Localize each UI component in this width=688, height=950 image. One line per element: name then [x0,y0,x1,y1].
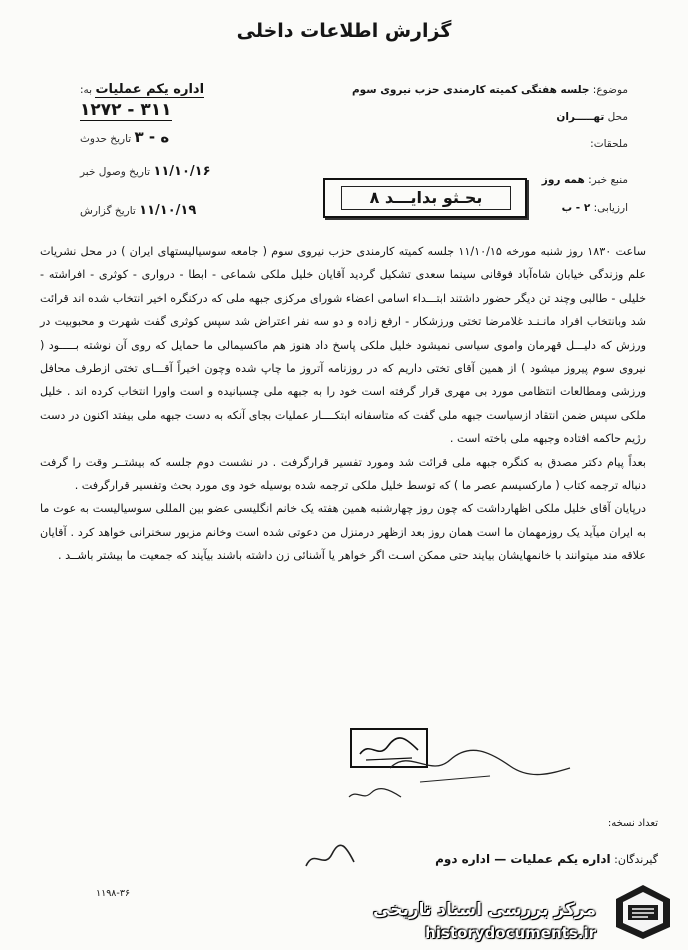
report-date-field [80,203,196,218]
evaluation-field: ارزیابی: ۲ - ب [561,202,628,214]
report-label: تاریخ گزارش [80,205,136,217]
number-value: ۳۱۱ - ۱۲۷۲ [80,100,172,120]
evaluation-value: ۲ - ب [561,202,591,214]
body-paragraph-2: بعداً پیام دکتر مصدق به کنگره جبهه ملی قرائت شد ومورد تفسیر قرارگرفت . در نشست دوم جلسه که بیشتــر وقت را گرفت دنباله ترجمه کتاب ( مارکسیسم عصر ما ) که توسط خلیل ملکی ترجمه شده بوسیله خود وی مورد بحث وتفسیر قرارگرفت . [40,455,646,493]
location-value: تهـــــران [556,111,605,123]
subject-label: موضوع [596,84,628,96]
copies-field: تعداد نسخه: [607,818,658,829]
subject-field: موضوع: جلسه هفتگی کمیته کارمندی حزب نیروی سوم [351,84,628,96]
handwritten-signature-icon [380,738,580,788]
source-field: منبع خبر: همه روز [541,174,628,186]
attachments-field: ملحقات: [590,138,628,150]
classification-stamp [323,178,527,218]
document-number: ۱۱۹۸-۳۶ [96,888,131,899]
stamp-text: بحـثو بدایـــد ۸ [341,186,511,210]
to-value: اداره یکم عملیات [95,82,205,97]
source-label: منبع خبر [591,174,628,186]
recipients-field: گیرندگان: اداره یکم عملیات — اداره دوم [435,852,658,866]
to-label: به [83,84,93,96]
body-paragraph-1: ساعت ۱۸۳۰ روز شنبه مورخه ۱۱/۱۰/۱۵ جلسه کمیته کارمندی حزب نیروی سوم ( جامعه سوسیالیستهای ایران ) در محل نشریات علم وزندگی خیابان شاه‌آباد فوقانی سینما سعدی تشکیل گردید آقایان خلیل ملکی شماعی - ابطا - درواری - کوثری - افراشته - خلیلی - طالبی وچند تن دیگر حضور داشتند ابتـــداء اسامی اعضاء شورای مرکزی جبهه ملی که درکنگره اخیر انتخاب شده اند قرائت شد وبانتخاب افراد مانـنـد غلامرضا تختی ورزشکار - ارفع زاده و دو سه نفر اعتراض شد سپس کوثری گفت شهرت و محبوبیت در ورزش که دلیـــل قهرمان واموی سیاسی نمیشود خلیل ملکی پاسخ داد هنوز هم ماکسیمالی ما حمایل که روی آن نوشته بـــــود ( نیروی سوم پیروز میشود ) از همین آقای تختی داریم که در روزنامه آتروز ما چاپ شده وچون اخیراً آقـــای تختی ازطرف محافل ورزشی ومطالعات انتظامی مورد بی مهری قرار گرفته است خود را به جبهه ملی چسبانیده و است واورا انتخاب کرده اند . خلیل ملکی سپس ضمن انتقاد ازسیاست جبهه ملی گفت که متاسفانه ابتکــــار عملیات بجای آنکه به دست جبهه ملی بیفتد اکنون در دست رژیم حاکمه افتاده وجبهه ملی باخته است . [40,245,647,446]
history-documents-logo-icon [612,883,674,941]
subject-value: جلسه هفتگی کمیته کارمندی حزب نیروی سوم [351,84,590,96]
recipient-signature-icon [300,840,360,878]
handwritten-date-icon [345,785,405,803]
attachments-label: ملحقات [593,138,628,150]
received-label: تاریخ وصول خبر [80,166,151,178]
recipients-label: گیرندگان [617,853,658,866]
received-field [80,164,211,179]
copies-label: تعداد نسخه [611,818,658,829]
document-title: گزارش اطلاعات داخلی [236,20,452,42]
source-value: همه روز [541,174,585,186]
sent-field [80,128,169,146]
sent-label: تاریخ حدوث [80,133,132,145]
body-paragraph-3: درپایان آقای خلیل ملکی اظهارداشت که چون روز چهارشنبه همین هفته یک خانم انگلیسی عضو بین المللی سوسیالیست به عوت ما به ایران میآید یک روزمهمان ما است همان روز بعد ازظهر درمنزل من دعوتی شده است وخانم مزبور سخنرانی خواهد کرد . آقایان علاقه مند میتوانند با خانمهایشان بیایند حتی ممکن اسـت اگر خواهر یا آشنائی زن داشته باشند بیآیند که جمعیت ما بیشتر باشــد . [40,502,646,563]
received-value: ۱۱/۱۰/۱۶ [153,164,211,179]
recipients-value: اداره یکم عملیات — اداره دوم [435,852,611,866]
location-field [556,111,628,123]
report-body [40,240,646,568]
to-field: اداره یکم عملیات به: [80,82,205,97]
watermark-url: historydocuments.ir [425,924,596,942]
watermark-title: مرکز بررسی اسناد تاریخی [373,900,596,920]
evaluation-label: ارزیابی [597,202,628,214]
location-label: محل [607,111,628,123]
sent-value: ه - ۳ [134,128,170,146]
report-value: ۱۱/۱۰/۱۹ [139,203,197,218]
